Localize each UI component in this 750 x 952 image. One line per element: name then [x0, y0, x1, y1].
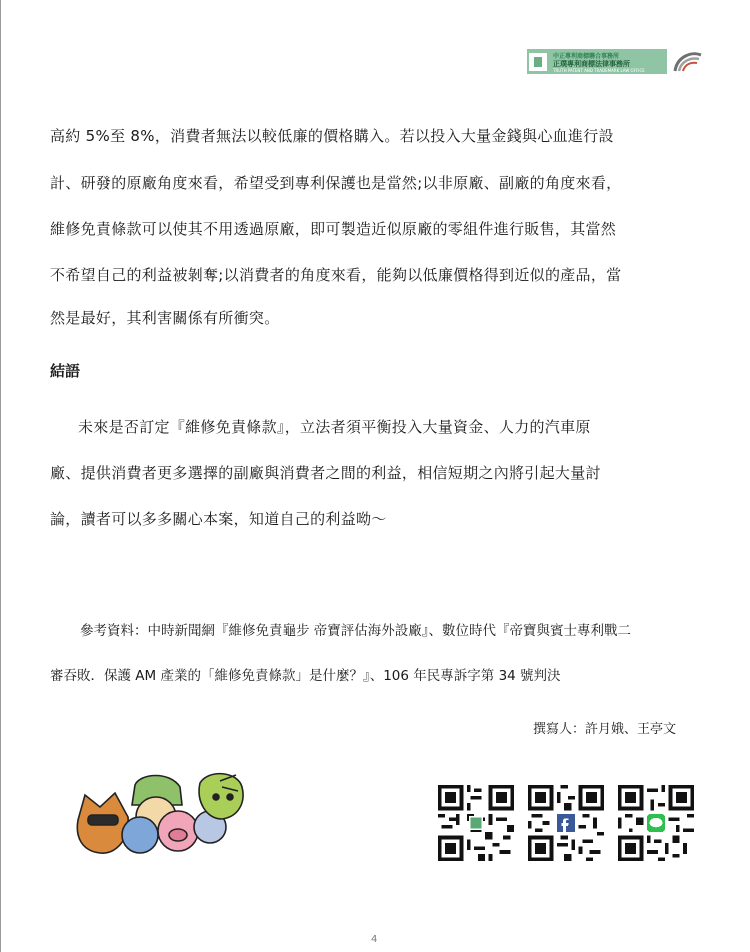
paragraph-line: 未來是否訂定『維修免責條款』，立法者須平衡投入大量資金、人力的汽車原 — [78, 418, 591, 436]
paragraph-line: 論，讀者可以多多關心本案，知道自己的利益呦～ — [50, 510, 387, 528]
logo-banner — [527, 49, 667, 74]
line-qr-icon[interactable] — [618, 785, 694, 861]
paragraph-line: 不希望自己的利益被剝奪;以消費者的角度來看，能夠以低廉價格得到近似的產品，當 — [50, 266, 622, 284]
page-number: 4 — [371, 934, 378, 945]
logo-mark-icon — [529, 53, 547, 71]
paragraph-line: 維修免責條款可以使其不用透過原廠，即可製造近似原廠的零組件進行販售，其當然 — [50, 220, 617, 238]
facebook-qr-icon[interactable] — [528, 785, 604, 861]
reference-line: 參考資料：中時新聞網『維修免責龜步 帝寶評估海外設廠』、數位時代『帝寶與賓士專利戰二 — [80, 623, 632, 639]
firm-logo — [527, 47, 705, 77]
paragraph-line: 然是最好，其利害關係有所衝突。 — [50, 309, 280, 327]
logo-line-3: TRUTH PATENT AND TRADEMARK LAW OFFICE — [553, 68, 645, 73]
paragraph-line: 計、研發的原廠角度來看，希望受到專利保護也是當然;以非原廠、副廠的角度來看， — [50, 174, 622, 192]
section-heading: 結語 — [50, 362, 81, 380]
logo-line-1: 中正專利商標聯合事務所 — [553, 53, 620, 60]
logo-line-2: 正璞專利商標法律事務所 — [553, 60, 630, 68]
paragraph-line: 廠、提供消費者更多選擇的副廠與消費者之間的利益，相信短期之內將引起大量討 — [50, 464, 601, 482]
author-credit: 撰寫人：許月娥、王亭文 — [533, 722, 677, 737]
mascot-illustration — [70, 765, 265, 860]
page-left-edge — [0, 0, 1, 952]
reference-line: 審吞敗．保護 AM 產業的「維修免責條款」是什麼？』、106 年民專訴字第 34 號判決 — [50, 668, 561, 684]
swirl-logo-icon — [671, 49, 703, 75]
paragraph-line: 高約 5%至 8%，消費者無法以較低廉的價格購入。若以投入大量金錢與心血進行設 — [50, 127, 614, 145]
qr-code-icon[interactable] — [438, 785, 514, 861]
